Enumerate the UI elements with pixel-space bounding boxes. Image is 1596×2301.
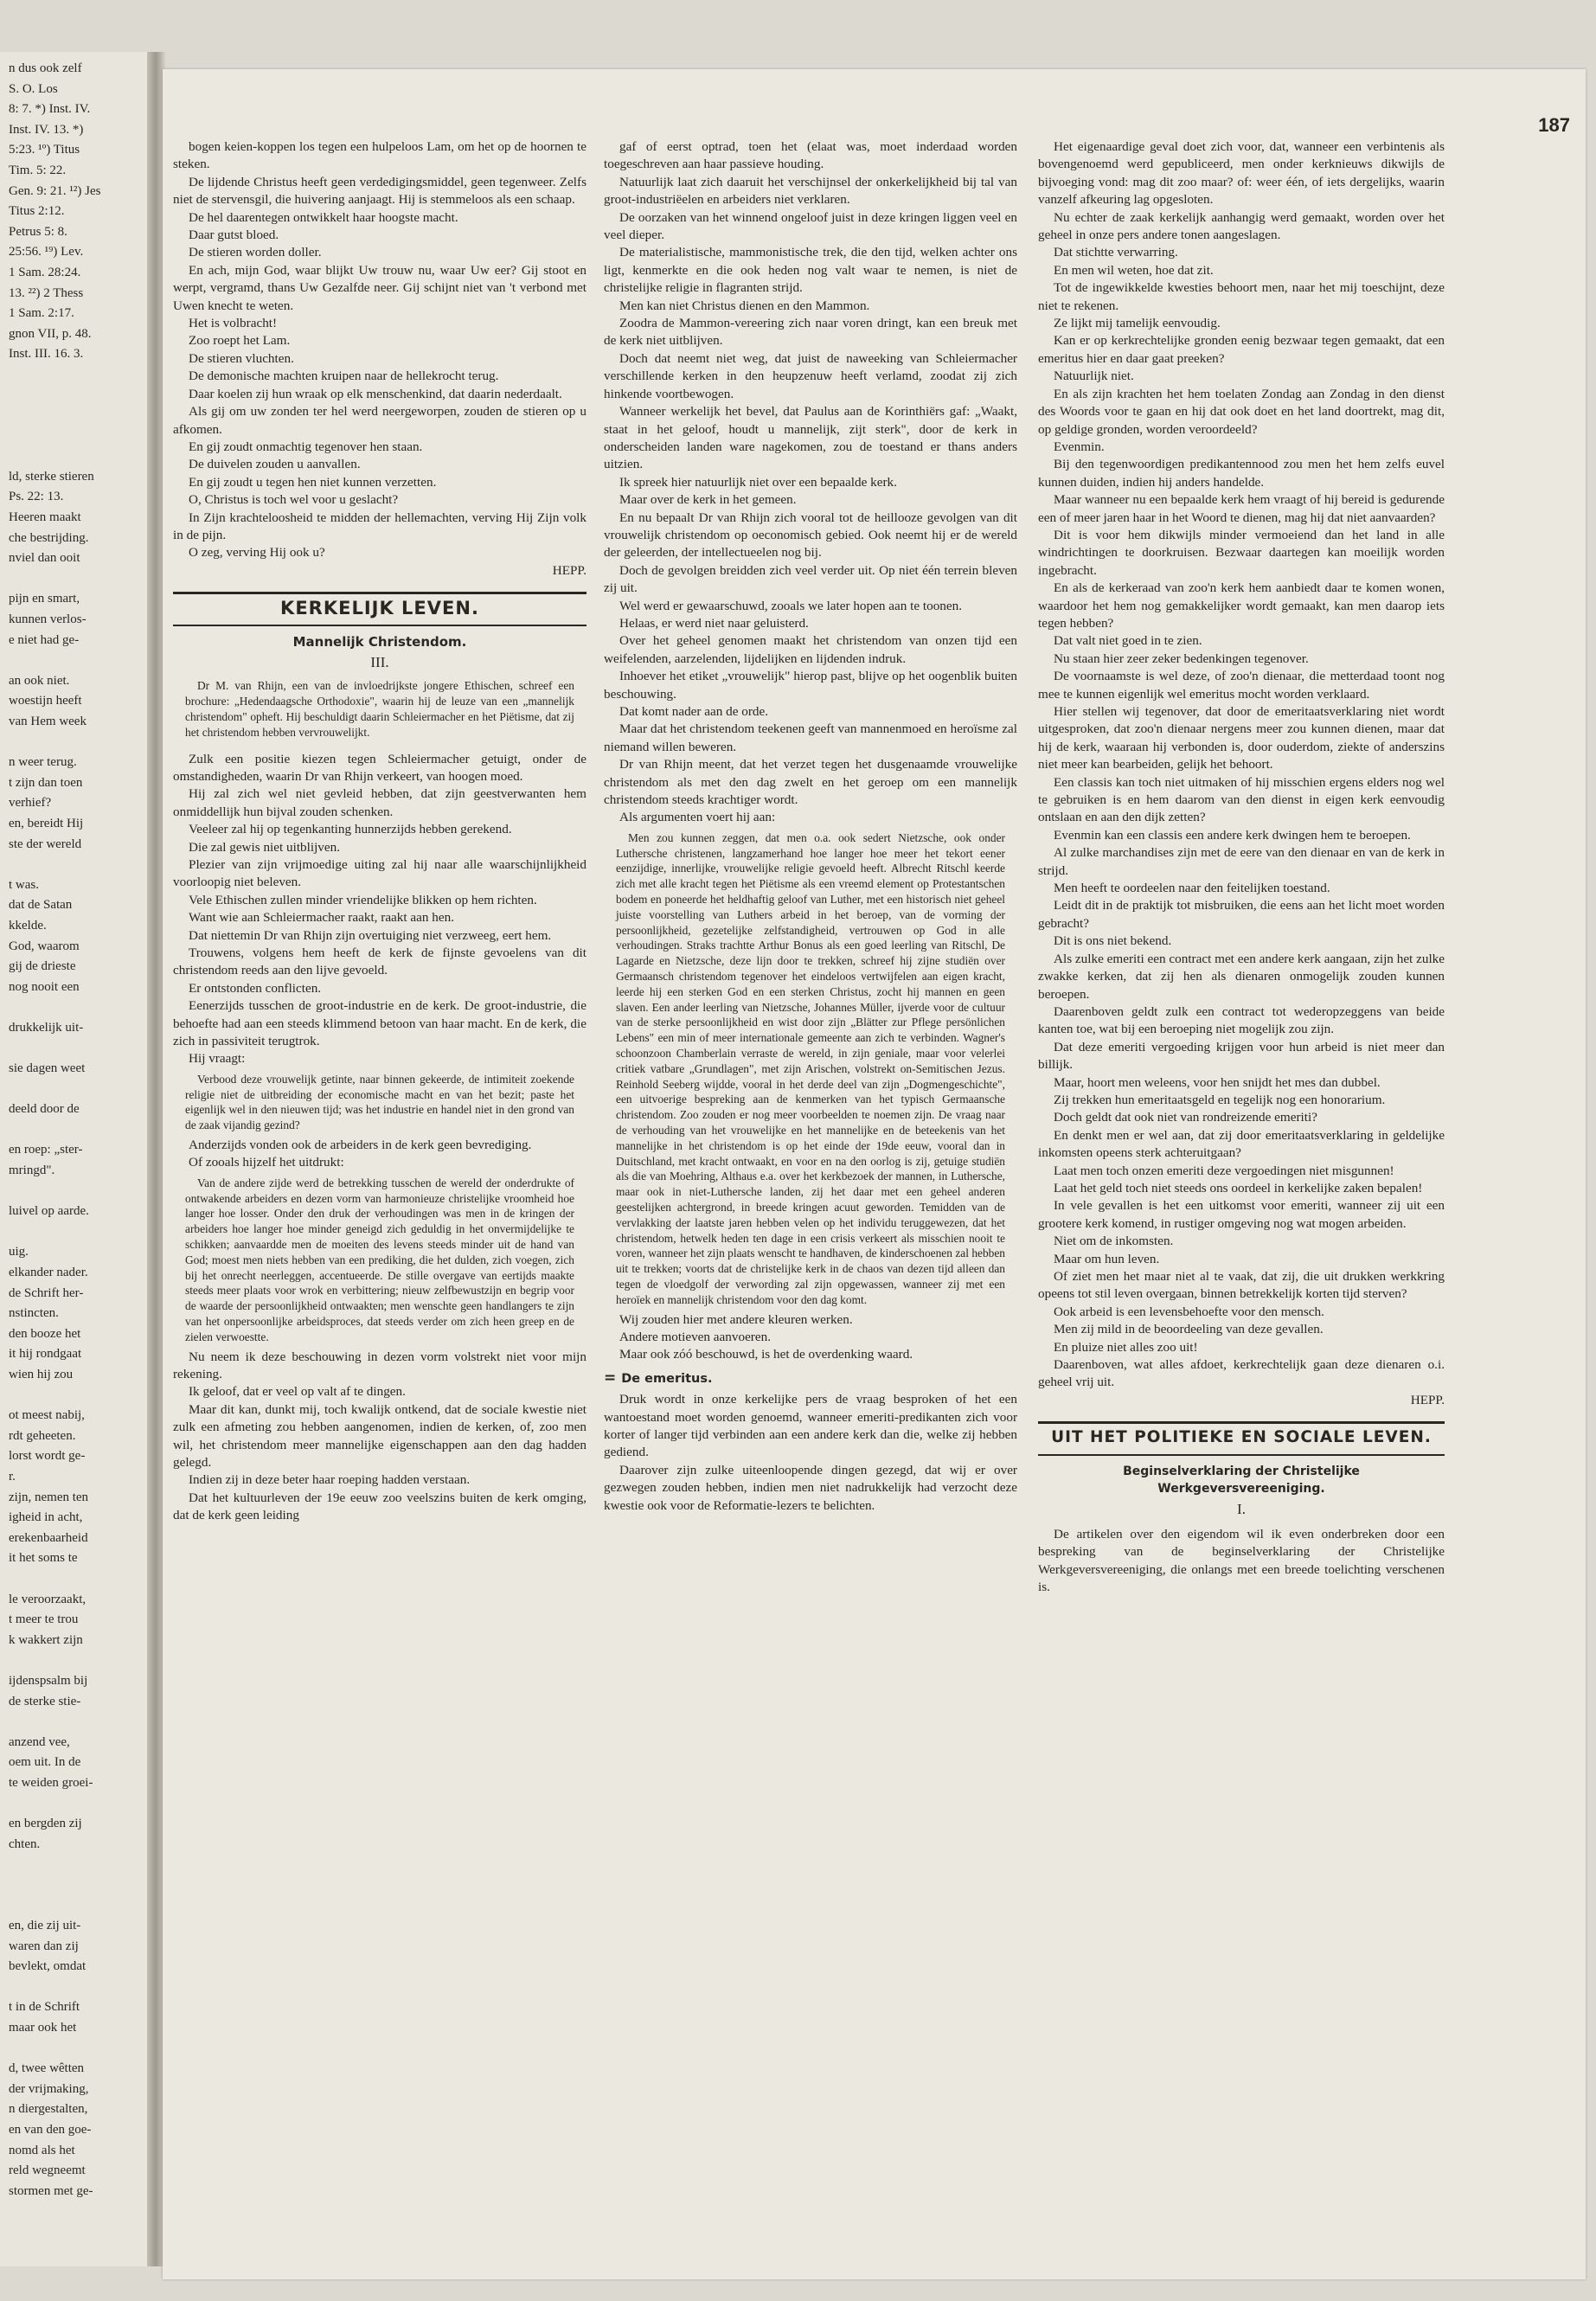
- column-2: [604, 138, 1017, 1515]
- paragraph: En nu bepaalt Dr van Rhijn zich vooral tot de heillooze gevolgen van dit vrouwelijk christendom op oeconomisch gebied. Ook neemt hij er de wereld der geleerden, der intellectueelen nog bij.: [604, 510, 1017, 561]
- paragraph: Zij trekken hun emeritaatsgeld en tegelijk nog een honorarium.: [1054, 1092, 1386, 1107]
- paragraph: Laat men toch onzen emeriti deze vergoedingen niet misgunnen!: [1054, 1163, 1394, 1178]
- fragment-line: igheid in acht,: [9, 1510, 83, 1525]
- fragment-line: n dus ook zelf: [9, 61, 82, 75]
- fragment-line: den booze het: [9, 1326, 81, 1341]
- subheading-text: De emeritus.: [621, 1371, 713, 1386]
- paragraph: Tot de ingewikkelde kwesties behoort men, naar het mij toeschijnt, deze niet te rekenen.: [1038, 280, 1445, 313]
- section-rule: [1038, 1454, 1445, 1456]
- article-title: Beginselverklaring der Christelijke Werkgeversvereeniging.: [1123, 1464, 1360, 1497]
- fragment-line: [9, 1895, 154, 1916]
- paragraph: Dat niettemin Dr van Rhijn zijn overtuiging niet verzweeg, eert hem.: [189, 927, 552, 943]
- block-quote: Verbood deze vrouwelijk getinte, naar binnen gekeerde, de intimiteit zoekende religie niet de uitbreiding der economische macht en van het bezit; paste het eigenlijk wel in den nieuwen tijd; was het industrie en handel niet in den grond van de zaak vijandig gezind?: [185, 1072, 574, 1132]
- fragment-line: [9, 651, 154, 671]
- paragraph: Ze lijkt mij tamelijk eenvoudig.: [1054, 316, 1221, 331]
- fragment-line: [9, 2039, 154, 2060]
- paragraph: Inhoever het etiket „vrouwelijk" hierop past, blijve op het oogenblik buiten beschouwing.: [604, 669, 1017, 702]
- paragraph: Daar koelen zij hun wraak op elk menschenkind, dat daarin nederdaalt.: [189, 386, 562, 401]
- fragment-line: k wakkert zijn: [9, 1632, 83, 1647]
- paragraph: Wanneer werkelijk het bevel, dat Paulus aan de Korinthiërs gaf: „Waakt, staat in het geloof, houdt u mannelijk, zijt sterk", door de kerk in onderscheiden landen ware nagekomen, zou de toestand er thans anders uitzien.: [604, 404, 1017, 472]
- paragraph: Anderzijds vonden ook de arbeiders in de kerk geen bevrediging.: [189, 1138, 532, 1153]
- paragraph: Dit is ons niet bekend.: [1054, 933, 1172, 949]
- fragment-line: 1 Sam. 28:24.: [9, 265, 81, 279]
- paragraph: Niet om de inkomsten.: [1054, 1234, 1174, 1249]
- paragraph: De lijdende Christus heeft geen verdedigingsmiddel, geen tegenweer. Zelfs niet de stervensgil, die huivering aanjaagt. Hij is stemmeloos als een schaap.: [173, 174, 586, 208]
- fragment-line: t zijn dan toen: [9, 775, 83, 790]
- paragraph: Laat het geld toch niet steeds ons oordeel in kerkelijke zaken bepalen!: [1054, 1180, 1423, 1195]
- paragraph: Hij vraagt:: [189, 1051, 246, 1067]
- subheading: [604, 1369, 1017, 1388]
- fragment-line: gij de drieste: [9, 959, 76, 974]
- fragment-line: [9, 1386, 154, 1407]
- fragment-line: te weiden groei-: [9, 1775, 93, 1790]
- fragment-line: [9, 1855, 154, 1875]
- paragraph: De artikelen over den eigendom wil ik even onderbreken door een bespreking van de beginselverklaring der Christelijke Werkgeversvereeniging, die onlangs met een breede toelichting verschenen is.: [1038, 1526, 1445, 1595]
- paragraph: Men kan niet Christus dienen en den Mammon.: [619, 298, 870, 313]
- section-rule: [173, 592, 586, 594]
- paragraph: O zeg, verving Hij ook u?: [189, 545, 325, 561]
- fragment-line: t was.: [9, 877, 39, 892]
- fragment-line: [9, 855, 154, 875]
- fragment-line: wien hij zou: [9, 1368, 74, 1381]
- paragraph: Men zij mild in de beoordeeling van deze gevallen.: [1054, 1322, 1324, 1337]
- paragraph: Ook arbeid is een levensbehoefte voor den mensch.: [1054, 1304, 1324, 1319]
- section-rule: [1038, 1421, 1445, 1424]
- fragment-line: [9, 1793, 154, 1814]
- paragraph: Maar dit kan, dunkt mij, toch kwalijk ontkend, dat de sociale kwestie niet zulk een afmeting zou hebben aangenomen, indien de kerken, of, zoo men wil, het christendom meer mannelijke eigenschappen aan den dag hadden gelegd.: [173, 1401, 586, 1471]
- fragment-line: maar ook het: [9, 2021, 77, 2035]
- fragment-line: le veroorzaakt,: [9, 1592, 87, 1606]
- page-number: 187: [1538, 114, 1570, 136]
- paragraph: De stieren worden doller.: [189, 245, 322, 260]
- signature: HEPP.: [552, 562, 586, 578]
- fragment-line: deeld door de: [9, 1102, 80, 1117]
- fragment-line: kkelde.: [9, 918, 47, 933]
- article-title: Mannelijk Christendom.: [292, 633, 467, 650]
- fragment-line: en, bereidt Hij: [9, 816, 84, 830]
- paragraph: De materialistische, mammonistische trek, die den tijd, welken achter ons ligt, kenmerkte en die ook heden nog valt waar te nemen, is niet de christelijke religie in flagranten strijd.: [604, 245, 1017, 296]
- paragraph: Want wie aan Schleiermacher raakt, raakt aan hen.: [189, 910, 455, 926]
- fragment-line: nviel dan ooit: [9, 551, 80, 566]
- paragraph: Zulk een positie kiezen tegen Schleiermacher getuigt, onder de omstandigheden, waarin Dr van Rhijn verkeert, van hoogen moed.: [173, 751, 586, 784]
- fragment-line: Gen. 9: 21. ¹²) Jes: [9, 183, 101, 198]
- paragraph: En pluize niet alles zoo uit!: [1054, 1339, 1198, 1355]
- fragment-line: it hij rondgaat: [9, 1347, 82, 1362]
- fragment-line: anzend vee,: [9, 1734, 70, 1749]
- fragment-line: [9, 1222, 154, 1243]
- fragment-line: waren dan zij: [9, 1939, 79, 1953]
- paragraph: De oorzaken van het winnend ongeloof juist in deze kringen liggen veel en veel dieper.: [604, 209, 1017, 243]
- fragment-line: n weer terug.: [9, 755, 77, 770]
- fragment-line: Titus 2:12.: [9, 204, 65, 219]
- paragraph: Zoo roept het Lam.: [189, 333, 291, 349]
- article-body: [604, 138, 1017, 827]
- paragraph: Maar wanneer nu een bepaalde kerk hem vraagt of hij bereid is gedurende een of meer jaren haar in het Woord te dienen, mag hij dat niet aanvaarden?: [1038, 492, 1445, 525]
- left-page-text: [0, 52, 154, 2202]
- signature: HEPP.: [1410, 1392, 1445, 1407]
- fragment-line: de sterke stie-: [9, 1694, 81, 1708]
- fragment-line: [9, 1080, 154, 1100]
- article-body: [1038, 138, 1445, 1392]
- paragraph: De stieren vluchten.: [189, 350, 294, 366]
- paragraph: Al zulke marchandises zijn met de eere van den dienaar en van de kerk in strijd.: [1038, 845, 1445, 878]
- paragraph: Doch de gevolgen breidden zich veel verder uit. Op niet één terrein bleven zij uit.: [604, 562, 1017, 596]
- paragraph: En gij zoudt u tegen hen niet kunnen verzetten.: [189, 474, 437, 490]
- paragraph: Als gij om uw zonden ter hel werd neergeworpen, zouden de stieren op u afkomen.: [173, 404, 586, 437]
- block-quote: Men zou kunnen zeggen, dat men o.a. ook sedert Nietzsche, ook onder Luthersche christenen, langzamerhand hoe langer hoe meer het tekort eener eenzijdige, innerlijke, vrouwelijke religie gevoeld heeft. Albrecht Ritschl keerde zich met alle kracht tegen het Piëtisme als een vreemd element op Protestantschen bodem en poneerde het heldhaftig geloof van Luther, met een historisch niet geheel juiste voorstelling van Luthers arbeid in het beroep, van de vorming der persoonlijkheid, gezetelijke zelfstandigheid, vertrouwen op God in alle verhoudingen. Straks trachtte Arthur Bonus als een goed leerling van Ritschl, De Lagarde en Nietzsche, deze lijn door te trekken, schreef hij zijne studiën over Germaansch christendom tegenover het eindeloos vertwijfelen aan eigen kracht, leerde hij een sterken God en een sterken Christus, zocht hij mannen en geen slaven. Een ander leerling van Nietzsche, Johannes Müller, ijverde voor de cultuur van de sterke persoonlijkheid en wist door zijn „Blätter zur Pflege persönlichen Lebens" een min of meer internationale gemeente aan zich te verbinden. Wagner's schoonzoon Chamberlain verraste de wereld, in zijn geniale, maar voor velerlei critiek vatbare „Grundlagen", met zijn Arischen, volstrekt on-Semitischen Jezus. Reinhold Seeberg wijdde, vooral in het derde deel van zijn „Dogmengeschichte", een uitvoerige bespreking aan de kenmerken van het typisch Germaansche christendom. Zoo zouden er nog meer voorbeelden te noemen zijn. De vraag naar de verhouding van het vrouwelijke en het mannelijke en de beteekenis van het mannelijke in het christendom is op het einde der 19de eeuw, vooral dan in Duitschland, met kracht ontwaakt, en voor en na den oorlog is zij, getuige studiën als die van Moehring, Althaus e.a. over het kerkbezoek der mannen, in Luthersche, maar ook in niet-Luthersche landen, zij het daar met een geheel anderen geestelijken achtergrond, in breede kringen acuut geworden. Temidden van de vervlakking der laatste jaren hebben velen op het individu teruggewezen, dat het christendom, hetwelk heden ten dage in een crisis verkeert als misschien nooit te voren, wanneer het zijn plaats wenscht te handhaven, de kinderschoenen zal hebben uit te trekken; voorts dat de christelijke kerk in de chaos van dezen tijd alleen dan tegen de vloedgolf der verwording zal zijn opgewassen, wanneer zij met een heroïek en mannelijk christendom voor den dag komt.: [616, 830, 1005, 1306]
- fragment-line: d, twee wêtten: [9, 2061, 85, 2076]
- paragraph: Evenmin kan een classis een andere kerk dwingen hem te beroepen.: [1054, 827, 1411, 843]
- paragraph: Nu neem ik deze beschouwing in dezen vorm volstrekt niet voor mijn rekening.: [173, 1349, 586, 1382]
- paragraph: Ik spreek hier natuurlijk niet over een bepaalde kerk.: [619, 474, 897, 490]
- paragraph: Over het geheel genomen maakt het christendom van onzen tijd een weifelenden, aarzelenden, lijdelijken en lijdenden indruk.: [604, 633, 1017, 666]
- paragraph: Andere motieven aanvoeren.: [619, 1329, 771, 1344]
- fragment-line: an ook niet.: [9, 673, 70, 688]
- fragment-line: drukkelijk uit-: [9, 1020, 84, 1035]
- paragraph: En als de kerkeraad van zoo'n kerk hem aanbiedt daar te komen wonen, waardoor het hem nog gemakkelijker wordt gemaakt, kan men daarop iets tegen hebben?: [1038, 580, 1445, 631]
- fragment-line: n diergestalten,: [9, 2102, 88, 2117]
- paragraph: Helaas, er werd niet naar geluisterd.: [619, 615, 809, 631]
- article-body: [173, 751, 586, 1068]
- paragraph: Indien zij in deze beter haar roeping hadden verstaan.: [189, 1472, 471, 1488]
- fragment-line: zijn, nemen ten: [9, 1490, 89, 1504]
- fragment-line: bevlekt, omdat: [9, 1959, 87, 1974]
- paragraph: De demonische machten kruipen naar de hellekrocht terug.: [189, 369, 499, 384]
- fragment-line: [9, 426, 154, 447]
- fragment-line: [9, 1120, 154, 1141]
- fragment-line: van Hem week: [9, 715, 87, 728]
- paragraph: En men wil weten, hoe dat zit.: [1054, 262, 1214, 278]
- paragraph: Plezier van zijn vrijmoedige uiting zal hij naar alle waarschijnlijkheid voorloopig niet beleven.: [173, 857, 586, 890]
- fragment-line: Inst. III. 16. 3.: [9, 347, 84, 362]
- paragraph: Nu echter de zaak kerkelijk aanhangig werd gemaakt, worden over het geheel in onze pers andere tonen aangeslagen.: [1038, 209, 1445, 243]
- paragraph: En ach, mijn God, waar blijkt Uw trouw nu, waar Uw eer? Gij stoot en werpt, vergramd, thans Uw Gezalfde neer. Gij schijnt niet van 't verbond met Uwen knecht te weten.: [173, 262, 586, 313]
- paragraph: Hier stellen wij tegenover, dat door de emeritaatsverklaring niet wordt uitgesproken, dat zoo'n dienaar nergens meer zou kunnen dienen, maar dat hij de kerk, waaraan hij verbonden is, door ouderdom, ziekte of anderszins niet meer kan bearbeiden, gelijk het behoort.: [1038, 704, 1445, 772]
- fragment-line: 5:23. ¹º) Titus: [9, 143, 80, 157]
- article-number: III.: [370, 653, 389, 670]
- paragraph: Maar over de kerk in het gemeen.: [619, 492, 797, 508]
- paragraph: Druk wordt in onze kerkelijke pers de vraag besproken of het een wantoestand moet worden genoemd, wanneer emeriti-predikanten zich voor korter of langer tijd verbinden aan een andere kerk dan die, welke zij hebben gediend.: [604, 1392, 1017, 1460]
- fragment-line: [9, 386, 154, 407]
- paragraph: Dat deze emeriti vergoeding krijgen voor hun arbeid is niet meer dan billijk.: [1038, 1039, 1445, 1073]
- paragraph: Dat het kultuurleven der 19e eeuw zoo veelszins buiten de kerk omging, dat de kerk geen leiding: [173, 1490, 586, 1523]
- fragment-line: [9, 1650, 154, 1671]
- paragraph: En denkt men er wel aan, dat zij door emeritaatsverklaring in geldelijke inkomsten opeens sterk achteruitgaan?: [1038, 1127, 1445, 1161]
- paragraph: Dr van Rhijn meent, dat het verzet tegen het dusgenaamde vrouwelijke christendom als met den dag zwelt en het geroep om een mannelijk christendom steeds krachtiger wordt.: [604, 757, 1017, 808]
- paragraph: Een classis kan toch niet uitmaken of hij misschien ergens elders nog wel te gebruiken is en hem daarom van den dienst in eigen kerk eenvoudig ontslaan en aan den dijk zetten?: [1038, 774, 1445, 825]
- fragment-line: dat de Satan: [9, 898, 73, 913]
- paragraph: gaf of eerst optrad, toen het (elaat was, moet inderdaad worden toegeschreven aan haar passieve houding.: [604, 139, 1017, 172]
- paragraph: Daarenboven, wat alles afdoet, kerkrechtelijk gaan deze dienaren o.i. geheel vrij uit.: [1038, 1357, 1445, 1390]
- article-body: [173, 1349, 586, 1525]
- paragraph: Ik geloof, dat er veel op valt af te dingen.: [189, 1384, 406, 1400]
- fragment-line: mringd".: [9, 1163, 55, 1178]
- fragment-line: kunnen verlos-: [9, 612, 87, 627]
- fragment-line: Ps. 22: 13.: [9, 490, 64, 504]
- fragment-line: [9, 365, 154, 386]
- paragraph: De duivelen zouden u aanvallen.: [189, 457, 361, 472]
- paragraph: Wij zouden hier met andere kleuren werken.: [619, 1311, 853, 1327]
- article-body: [604, 1311, 1017, 1364]
- subheading-symbol: =: [604, 1368, 617, 1387]
- paragraph: Vele Ethischen zullen minder vriendelijke blikken op hem richten.: [189, 892, 537, 907]
- fragment-line: God, waarom: [9, 939, 80, 953]
- fragment-line: reld wegneemt: [9, 2163, 86, 2178]
- paragraph: Bij den tegenwoordigen predikantennood zou men het hem zelfs euvel kunnen duiden, indien hij anders handelde.: [1038, 457, 1445, 490]
- article-number: I.: [1237, 1501, 1246, 1518]
- fragment-line: 13. ²²) 2 Thess: [9, 285, 84, 300]
- block-quote: Van de andere zijde werd de betrekking tusschen de wereld der onderdrukte of ontwakende arbeiders en dezen vorm van harmonieuze christelijke vroomheid hoe langer hoe losser. Onder den druk der verhoudingen was men in de kringen der arbeiders hoe langer hoe minder geneigd zich geduldig in het onvermijdelijke te schikken; aanvaardde men de moeiten des levens steeds minder uit de hand van God; moest men niets hebben van een prediking, die het dulden, zich voegen, zich bij het onrecht neerleggen, accentueerde. De stille overgave van eertijds maakte steeds meer plaats voor wrok en verbittering; nieuw zelfbewustzijn en begrip voor de waarde der persoonlijkheid ontwaakten; men wenschte geen handlangers te zijn van het onpersoonlijke arbeidsproces, dat steeds verder om zich heen greep en de zielen verwoestte.: [185, 1176, 574, 1343]
- fragment-line: 25:56. ¹⁹) Lev.: [9, 245, 84, 260]
- column-1: [173, 138, 586, 1525]
- left-page-fragment: [0, 52, 154, 2266]
- paragraph: Natuurlijk laat zich daaruit het verschijnsel der onkerkelijkheid bij tal van groot-industriëelen en arbeiders niet verklaren.: [604, 174, 1017, 208]
- section-title: KERKELIJK LEVEN.: [280, 598, 479, 619]
- fragment-line: ste der wereld: [9, 836, 82, 851]
- fragment-line: rdt geheeten.: [9, 1428, 76, 1443]
- fragment-line: [9, 997, 154, 1018]
- paragraph: Trouwens, volgens hem heeft de kerk de fijnste gevoelens van dit christendom reeds aan den lijve gevoeld.: [173, 945, 586, 978]
- paragraph: Maar dat het christendom teekenen geeft van mannenmoed en heroïsme zal niemand willen beweren.: [604, 721, 1017, 754]
- paragraph: Dat komt nader aan de orde.: [619, 704, 769, 719]
- fragment-line: Tim. 5: 22.: [9, 163, 67, 177]
- paragraph: Daar gutst bloed.: [189, 228, 279, 243]
- paragraph: Doch dat neemt niet weg, dat juist de naweeking van Schleiermacher verschillende kerken in den heupzenuw heeft verlamd, zoodat zij zich hinkende voortbewogen.: [604, 350, 1017, 401]
- fragment-line: verhief?: [9, 796, 52, 811]
- fragment-line: 1 Sam. 2:17.: [9, 306, 74, 321]
- fragment-line: nstincten.: [9, 1306, 59, 1321]
- paragraph: Doch geldt dat ook niet van rondreizende emeriti?: [1054, 1110, 1317, 1125]
- fragment-line: ot meest nabij,: [9, 1408, 85, 1423]
- fragment-line: ld, sterke stieren: [9, 469, 94, 484]
- fragment-line: [9, 1569, 154, 1590]
- fragment-line: chten.: [9, 1836, 41, 1851]
- paragraph: Daarover zijn zulke uiteenloopende dingen gezegd, dat wij er over gezwegen zouden hebben, indien men niet nadrukkelijk had verzocht deze kwestie ook voor de Reformatie-lezers te belichten.: [604, 1462, 1017, 1513]
- paragraph: Veeleer zal hij op tegenkanting hunnerzijds hebben gerekend.: [189, 822, 512, 837]
- fragment-line: ijdenspsalm bij: [9, 1673, 88, 1688]
- paragraph: Nu staan hier zeer zeker bedenkingen tegenover.: [1054, 651, 1309, 666]
- paragraph: Of zooals hijzelf het uitdrukt:: [189, 1155, 344, 1170]
- fragment-line: [9, 1712, 154, 1733]
- fragment-line: 8: 7. *) Inst. IV.: [9, 102, 91, 117]
- fragment-line: gnon VII, p. 48.: [9, 326, 92, 341]
- fragment-line: en bergden zij: [9, 1817, 82, 1831]
- paragraph: Maar om hun leven.: [1054, 1251, 1160, 1266]
- right-page: [163, 69, 1586, 2279]
- fragment-line: [9, 733, 154, 753]
- fragment-line: en, die zij uit-: [9, 1919, 81, 1933]
- paragraph: Als zulke emeriti een contract met een andere kerk aangaan, zijn het zulke zwakke kerken, dat zij hen als dienaren onmogelijk zouden kunnen beroepen.: [1038, 951, 1445, 1002]
- fragment-line: sie dagen weet: [9, 1061, 86, 1076]
- fragment-line: [9, 1182, 154, 1202]
- column-3: [1038, 138, 1445, 1597]
- paragraph: Dat valt niet goed in te zien.: [1054, 633, 1202, 649]
- fragment-line: de Schrift her-: [9, 1285, 84, 1300]
- paragraph: Of ziet men het maar niet al te vaak, dat zij, die uit drukken werkkring opeens tot stil leven overgaan, binnen betrekkelijk korten tijd sterven?: [1038, 1269, 1445, 1302]
- section-rule: [173, 625, 586, 626]
- paragraph: In vele gevallen is het een uitkomst voor emeriti, wanneer zij uit een grootere kerk komend, in rustiger omgeving nog wat mogen arbeiden.: [1038, 1198, 1445, 1231]
- paragraph: Het is volbracht!: [189, 316, 278, 331]
- paragraph: In Zijn krachteloosheid te midden der hellemachten, verving Hij Zijn volk in de pijn.: [173, 510, 586, 542]
- paragraph: Maar, hoort men weleens, voor hen snijdt het mes dan dubbel.: [1054, 1074, 1381, 1090]
- fragment-line: luivel op aarde.: [9, 1204, 89, 1219]
- paragraph: Eenerzijds tusschen de groot-industrie en de kerk. De groot-industrie, die behoefte had aan een steeds klimmend betoon van haar macht. En de kerk, die zich in passiviteit terugtrok.: [173, 998, 586, 1049]
- fragment-line: S. O. Los: [9, 81, 58, 96]
- fragment-line: [9, 1977, 154, 1998]
- fragment-line: [9, 406, 154, 426]
- paragraph: O, Christus is toch wel voor u geslacht?: [189, 492, 399, 508]
- paragraph: Maar ook zóó beschouwd, is het de overdenking waard.: [619, 1347, 913, 1362]
- paragraph: Leidt dit in de praktijk tot misbruiken, die eens aan het licht moet worden gebracht?: [1038, 898, 1445, 931]
- fragment-line: Heeren maakt: [9, 510, 81, 525]
- paragraph: Er ontstonden conflicten.: [189, 980, 322, 996]
- fragment-line: t meer te trou: [9, 1612, 79, 1627]
- fragment-line: pijn en smart,: [9, 592, 80, 606]
- paragraph: Het eigenaardige geval doet zich voor, dat, wanneer een verbintenis als bovengenoemd werd gepubliceerd, men onder kerknieuws dikwijls de bijvoeging vond: mag dit zoo maar? of: weer één, of iets dergelijks, waarin vanzelf afkeuring lag opgesloten.: [1038, 139, 1445, 208]
- paragraph: Dit is voor hem dikwijls minder vermoeiend dan het land in alle windrichtingen te doorkruisen. Bezwaar daartegen kan moeilijk worden ingebracht.: [1038, 527, 1445, 578]
- paragraph: Hij zal zich wel niet gevleid hebben, dat zijn geestverwanten hem onmiddellijk hun bijval zouden schenken.: [173, 786, 586, 819]
- fragment-line: oem uit. In de: [9, 1755, 81, 1770]
- fragment-line: erekenbaarheid: [9, 1530, 88, 1545]
- paragraph: Zoodra de Mammon-vereering zich naar voren dringt, kan een breuk met de kerk niet uitblijven.: [604, 316, 1017, 349]
- paragraph: Natuurlijk niet.: [1054, 369, 1134, 384]
- paragraph: En als zijn krachten het hem toelaten Zondag aan Zondag in den dienst des Woords voor te gaan en hij dat ook doet en het land doortrekt, mag dit, op geldige gronden, worden veroordeeld?: [1038, 386, 1445, 437]
- section-title: UIT HET POLITIEKE EN SOCIALE LEVEN.: [1051, 1428, 1432, 1447]
- paragraph: De voornaamste is wel deze, of zoo'n dienaar, die metterdaad toont nog mee te kunnen eigenlijk wel emeritus mocht worden verklaard.: [1038, 669, 1445, 702]
- fragment-line: stormen met ge-: [9, 2183, 93, 2198]
- fragment-line: uig.: [9, 1245, 29, 1259]
- fragment-line: [9, 1875, 154, 1896]
- paragraph: En gij zoudt onmachtig tegenover hen staan.: [189, 439, 423, 454]
- fragment-line: [9, 569, 154, 590]
- fragment-line: elkander nader.: [9, 1266, 88, 1280]
- paragraph: Als argumenten voert hij aan:: [619, 810, 776, 825]
- paragraph: bogen keien-koppen los tegen een hulpeloos Lam, om het op de hoornen te steken.: [173, 139, 586, 172]
- fragment-line: en roep: „ster-: [9, 1143, 83, 1157]
- fragment-line: t in de Schrift: [9, 2000, 80, 2015]
- fragment-line: che bestrijding.: [9, 530, 89, 545]
- paragraph: Evenmin.: [1054, 439, 1105, 454]
- article-summary: Dr M. van Rhijn, een van de invloedrijkste jongere Ethischen, schreef een brochure: „Hedendaagsche Orthodoxie", waarin hij de leuze van een „mannelijk christendom" opheft. Hij beschuldigt daarin Schleiermacher en het Piëtisme, dat zij het christendom hebben vervrouwelijkt.: [185, 679, 574, 739]
- fragment-line: nomd als het: [9, 2143, 75, 2157]
- fragment-line: der vrijmaking,: [9, 2081, 89, 2096]
- fragment-line: woestijn heeft: [9, 694, 82, 708]
- fragment-line: Petrus 5: 8.: [9, 224, 67, 239]
- fragment-line: r.: [9, 1469, 16, 1484]
- fragment-line: it het soms te: [9, 1551, 78, 1566]
- paragraph: De hel daarentegen ontwikkelt haar hoogste macht.: [189, 209, 458, 225]
- paragraph: Dat stichtte verwarring.: [1054, 245, 1178, 260]
- fragment-line: en van den goe-: [9, 2122, 92, 2137]
- article-body: [173, 1137, 586, 1172]
- fragment-line: [9, 1039, 154, 1060]
- paragraph: Wel werd er gewaarschuwd, zooals we later hopen aan te toonen.: [619, 598, 963, 613]
- paragraph: Die zal gewis niet uitblijven.: [189, 839, 341, 855]
- fragment-line: [9, 446, 154, 467]
- meditation-text: [173, 138, 586, 562]
- fragment-line: nog nooit een: [9, 979, 80, 994]
- article-body: [604, 1391, 1017, 1515]
- paragraph: Daarenboven geldt zulk een contract tot wederopzeggens van beide kanten toe, wat bij een beroeping niet mogelijk zou zijn.: [1038, 1003, 1445, 1037]
- paragraph: Men heeft te oordeelen naar den feitelijken toestand.: [1054, 881, 1330, 896]
- fragment-line: e niet had ge-: [9, 632, 80, 647]
- fragment-line: lorst wordt ge-: [9, 1449, 86, 1464]
- fragment-line: Inst. IV. 13. *): [9, 122, 84, 137]
- paragraph: Kan er op kerkrechtelijke gronden eenig bezwaar tegen gemaakt, dat een emeritus hier en daar gaat preeken?: [1038, 333, 1445, 366]
